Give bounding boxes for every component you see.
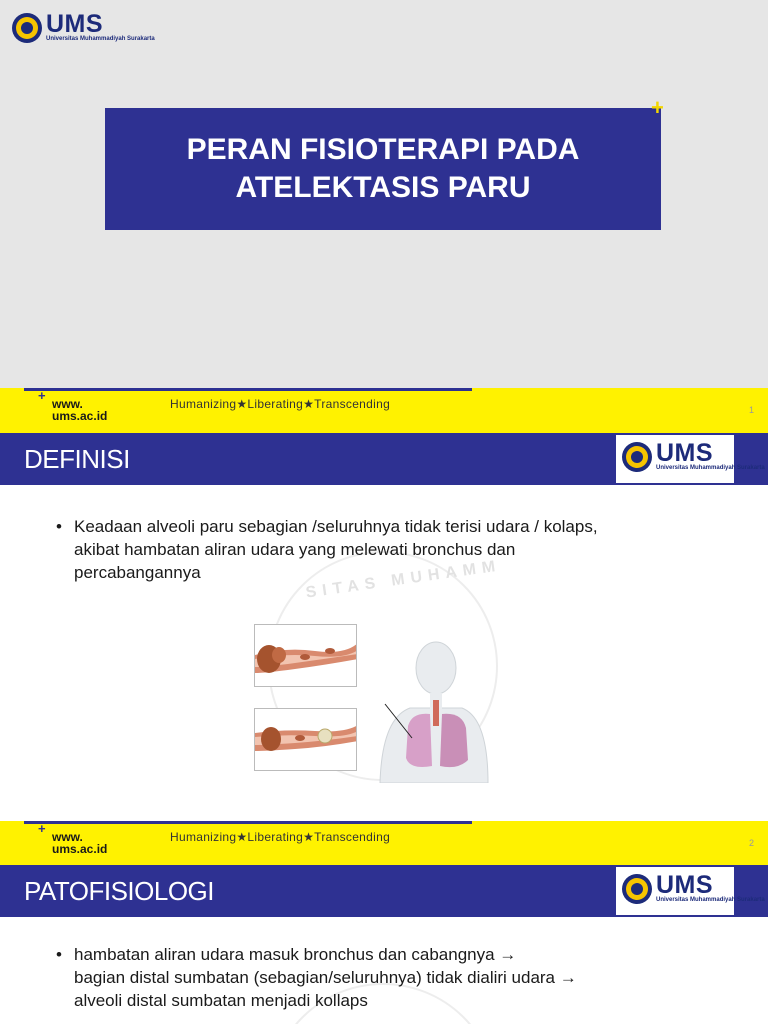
- slide-heading: PATOFISIOLOGI: [24, 876, 214, 906]
- ums-seal-icon: [622, 874, 652, 904]
- definisi-slide: [0, 433, 768, 865]
- page-number: 1: [748, 405, 754, 415]
- page-number: 2: [748, 838, 754, 848]
- footer-bar: [0, 821, 768, 865]
- plus-decoration-icon: +: [651, 95, 664, 120]
- footer-tagline: Humanizing★Liberating★Transcending: [170, 830, 391, 844]
- bullet-text: hambatan aliran udara masuk bronchus dan cabangnya → bagian distal sumbatan (sebagian/seluruhnya) tidak dialiri udara → alveoli distal sumbatan menjadi kollaps: [74, 945, 577, 1010]
- footer-line: [24, 821, 472, 824]
- footer-url: www. ums.ac.id: [52, 397, 108, 423]
- bullet-icon: •: [56, 945, 62, 964]
- ums-seal-icon: [622, 442, 652, 472]
- footer-tagline: Humanizing★Liberating★Transcending: [170, 397, 391, 411]
- footer-plus-icon: +: [38, 821, 46, 836]
- footer-plus-icon: +: [38, 388, 46, 403]
- bullet-item: [56, 943, 736, 1012]
- footer-line: [24, 388, 472, 391]
- footer-bar: [0, 388, 768, 433]
- slide-header: [0, 865, 768, 917]
- header-logo-box: [616, 435, 765, 483]
- watermark-text: SITAS MUHAMM: [304, 557, 503, 602]
- slide-title: PERAN FISIOTERAPI PADA ATELEKTASIS PARU: [186, 133, 580, 204]
- title-box: [105, 108, 661, 230]
- logo-name: UMS: [656, 439, 714, 467]
- slide-heading: DEFINISI: [24, 444, 130, 474]
- logo-name: UMS: [46, 10, 104, 38]
- torso-lungs-illustration: [370, 638, 490, 783]
- slide-header: [0, 433, 768, 485]
- bullet-text: Keadaan alveoli paru sebagian /seluruhnya tidak terisi udara / kolaps, akibat hambatan aliran udara yang melewati bronchus dan percabangannya: [74, 517, 598, 582]
- bronchus-illustration-bottom: [254, 708, 357, 771]
- ums-seal-icon: [12, 13, 42, 43]
- logo-full-name: Universitas Muhammadiyah Surakarta: [656, 897, 765, 903]
- ums-logo: [622, 873, 765, 904]
- bronchus-illustration-top: [254, 624, 357, 687]
- ums-logo: [12, 12, 155, 43]
- logo-full-name: Universitas Muhammadiyah Surakarta: [46, 36, 155, 42]
- header-logo-box: [616, 867, 765, 915]
- bullet-item: [56, 515, 736, 584]
- ums-logo: [622, 441, 765, 472]
- patofisiologi-slide: [0, 865, 768, 1024]
- title-slide: [0, 0, 768, 433]
- logo-full-name: Universitas Muhammadiyah Surakarta: [656, 465, 765, 471]
- bullet-icon: •: [56, 517, 62, 536]
- footer-url: www. ums.ac.id: [52, 830, 108, 856]
- logo-name: UMS: [656, 871, 714, 899]
